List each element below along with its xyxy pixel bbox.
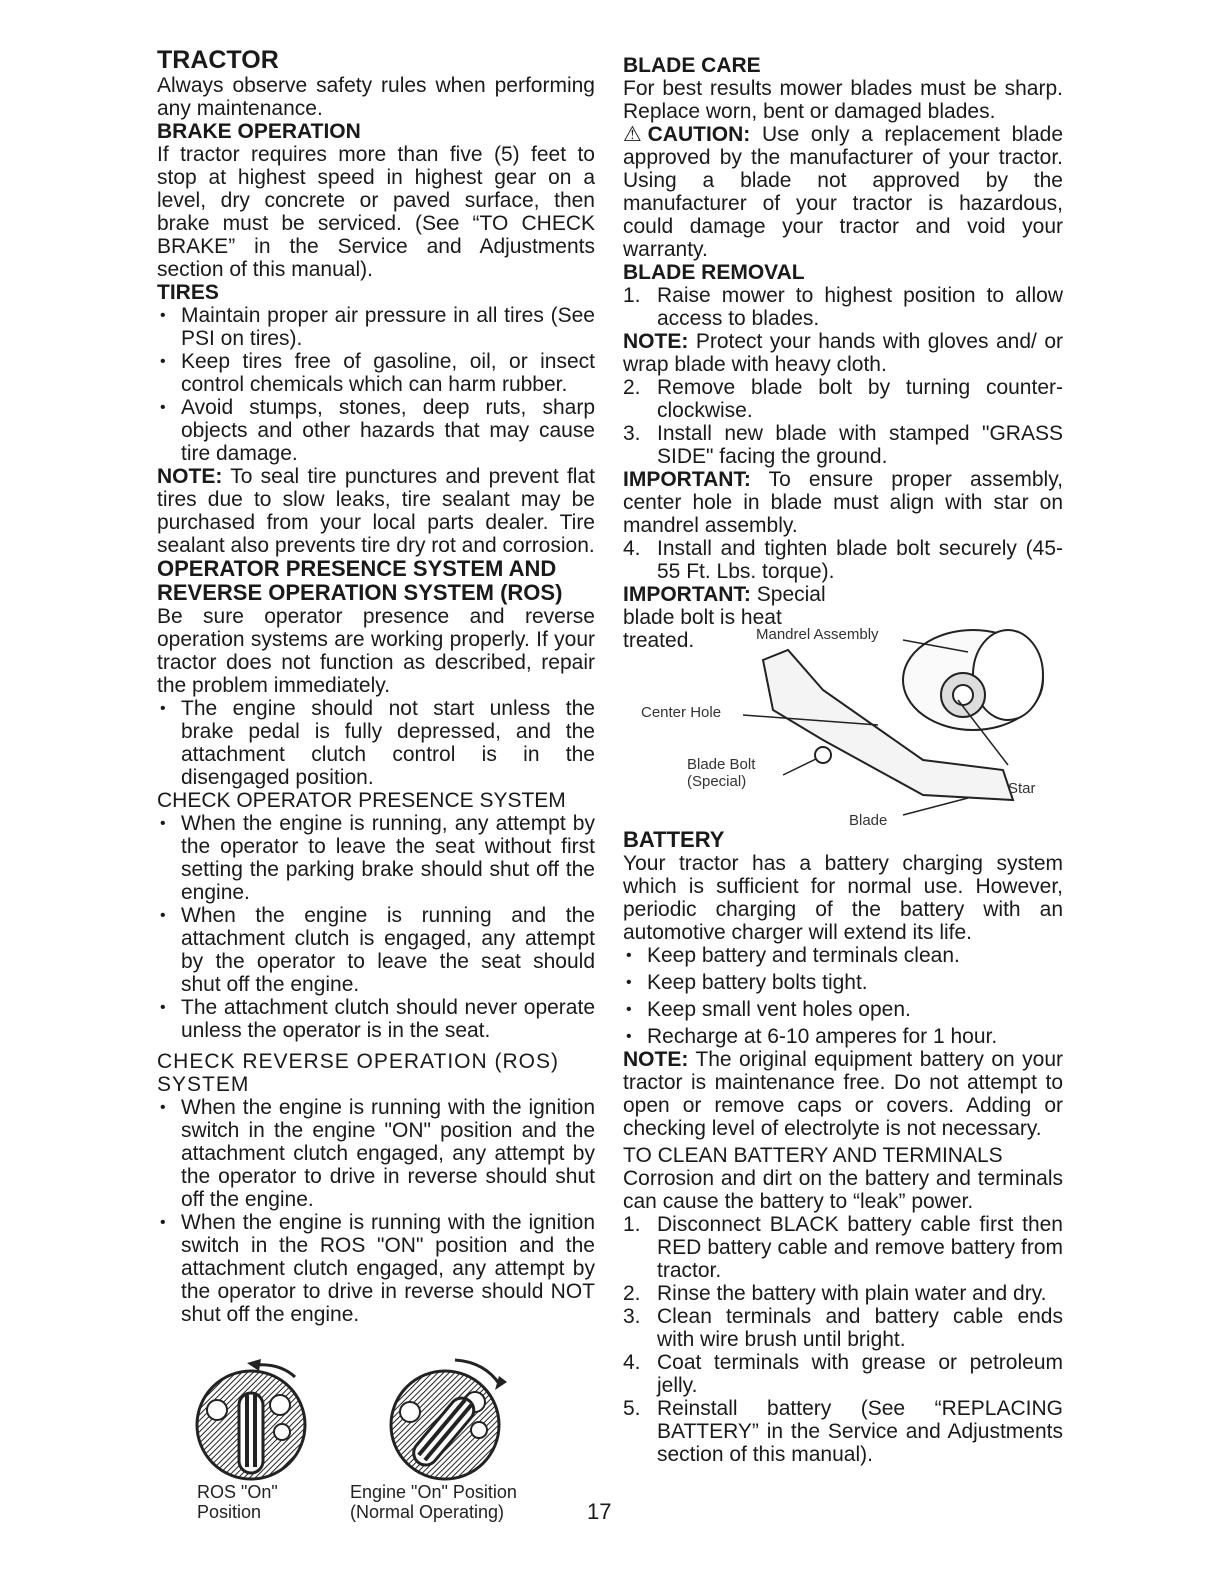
blade-note: NOTE: Protect your hands with gloves and/ or wrap blade with heavy cloth. [623,330,1063,376]
list-item: • Keep battery and terminals clean. [623,944,1063,967]
note-text: To seal tire punctures and prevent flat tires due to slow leaks, tire sealant may be purchased from your local parts dealer. Tire sealant also prevents tire dry rot and corrosion. [157,465,595,557]
battery-text: Your tractor has a battery charging system which is sufficient for normal use. However, periodic charging of the battery with an automotive charger will extend its life. [623,852,1063,944]
tractor-heading: TRACTOR [157,46,279,74]
brake-operation-heading: BRAKE OPERATION [157,120,361,143]
blade-removal-steps-1 [623,284,1063,330]
ros-caption-line1: ROS "On" [197,1482,278,1502]
blade-removal-steps-3 [623,537,1063,583]
blade-removal-heading: BLADE REMOVAL [623,261,805,284]
tires-note [157,465,595,557]
caution-paragraph [623,123,1063,261]
battery-heading: BATTERY [623,827,725,852]
ros-on-switch-illustration [185,1355,335,1485]
note-label: NOTE: [157,465,223,488]
list-item: 2. Rinse the battery with plain water and dry. [623,1282,1047,1305]
engine-caption-line1: Engine "On" Position [350,1482,517,1502]
list-item: • When the engine is running, any attempt by the operator to leave the seat without first setting the parking brake should shut off the engine. [157,812,595,904]
warning-icon: ⚠ [623,123,648,146]
list-item: • When the engine is running and the attachment clutch is engaged, any attempt by the operator to leave the seat should shut off the engine. [157,904,595,996]
blade-removal-steps-2 [623,376,1063,468]
blade-diagram [623,620,1063,835]
right-column [623,54,1063,652]
blade-care-heading: BLADE CARE [623,54,761,77]
check-operator-presence-list [157,812,595,1042]
list-item: • Keep small vent holes open. [623,998,1063,1021]
clean-battery-heading: TO CLEAN BATTERY AND TERMINALS [623,1144,1003,1167]
important-1: IMPORTANT: To ensure proper assembly, center hole in blade must align with star on mandrel assembly. [623,468,1063,537]
label-special: (Special) [687,773,747,790]
tractor-intro: Always observe safety rules when performing any maintenance. [157,74,595,120]
list-item: • Recharge at 6-10 amperes for 1 hour. [623,1025,1063,1048]
operator-presence-heading: OPERATOR PRESENCE SYSTEM AND REVERSE OPERATION SYSTEM (ROS) [157,556,563,605]
important-2: IMPORTANT: Special blade bolt is heat treated. [623,583,826,652]
operator-presence-text: Be sure operator presence and reverse operation systems are working properly. If your tractor does not function as described, repair the problem immediately. [157,605,595,697]
check-ros-heading: CHECK REVERSE OPERATION (ROS) SYSTEM [157,1050,559,1096]
ros-caption-line2: Position [197,1502,262,1522]
label-star: Star [1008,780,1036,797]
label-center-hole: Center Hole [641,704,722,721]
label-blade-bolt: Blade Bolt [687,756,756,773]
engine-caption [350,1482,517,1522]
blade-care-text: For best results mower blades must be sharp. Replace worn, bent or damaged blades. [623,77,1063,123]
check-operator-presence-heading: CHECK OPERATOR PRESENCE SYSTEM [157,789,566,812]
operator-presence-list [157,697,595,789]
list-item: • When the engine is running with the ignition switch in the ROS "ON" position and the attachment clutch engaged, any attempt by the operator to drive in reverse should NOT shut off the engine. [157,1211,595,1326]
list-item: 3. Clean terminals and battery cable ends with wire brush until bright. [623,1305,1063,1351]
battery-section [623,828,1063,1466]
mandrel-blade-illustration [623,620,1063,835]
list-item: • Maintain proper air pressure in all tires (See PSI on tires). [157,304,595,350]
list-item: 2. Remove blade bolt by turning counter-clockwise. [623,376,1063,422]
label-mandrel-assembly: Mandrel Assembly [756,626,879,643]
brake-operation-text: If tractor requires more than five (5) feet to stop at highest speed in highest gear on a level, dry concrete or paved surface, then brake must be serviced. (See “TO CHECK BRAKE” in the Service and Adjustments section of this manual). [157,143,595,281]
list-item: • The attachment clutch should never operate unless the operator is in the seat. [157,996,595,1042]
clean-battery-text: Corrosion and dirt on the battery and terminals can cause the battery to “leak” power. [623,1167,1063,1213]
battery-list [623,944,1063,1048]
label-blade: Blade [849,812,888,829]
caution-text: Use only a replacement blade approved by the manufacturer of your tractor. Using a blade not approved by the manufacturer of your tractor is hazardous, could damage your tractor and void your warranty. [623,123,1063,261]
tires-list [157,304,595,465]
list-item: 5. Reinstall battery (See “REPLACING BATTERY” in the Service and Adjustments section of this manual). [623,1397,1063,1466]
list-item: 3. Install new blade with stamped "GRASS SIDE" facing the ground. [623,422,1063,468]
list-item: • The engine should not start unless the brake pedal is fully depressed, and the attachment clutch control is in the disengaged position. [157,697,595,789]
check-ros-list [157,1096,595,1326]
list-item: • Avoid stumps, stones, deep ruts, sharp objects and other hazards that may cause tire damage. [157,396,595,465]
list-item: 1. Disconnect BLACK battery cable first then RED battery cable and remove battery from tractor. [623,1213,1063,1282]
engine-on-switch-illustration [375,1350,525,1485]
ros-caption [197,1482,278,1522]
list-item: 1. Raise mower to highest position to allow access to blades. [623,284,1063,330]
list-item: 4. Coat terminals with grease or petroleum jelly. [623,1351,1063,1397]
left-column [157,46,595,1326]
caution-label: CAUTION: [647,123,751,146]
tires-heading: TIRES [157,281,219,304]
list-item: • Keep tires free of gasoline, oil, or insect control chemicals which can harm rubber. [157,350,595,396]
list-item: • When the engine is running with the ignition switch in the engine "ON" position and the attachment clutch engaged, any attempt by the operator to drive in reverse should shut off the engine. [157,1096,595,1211]
battery-note: NOTE: The original equipment battery on your tractor is maintenance free. Do not attempt to open or remove caps or covers. Adding or checking level of electrolyte is not necessary. [623,1048,1063,1140]
clean-battery-steps [623,1213,1063,1466]
list-item: • Keep battery bolts tight. [623,971,1063,994]
list-item: 4. Install and tighten blade bolt securely (45-55 Ft. Lbs. torque). [623,537,1063,583]
engine-caption-line2: (Normal Operating) [350,1502,505,1522]
page-number: 17 [587,1499,612,1524]
